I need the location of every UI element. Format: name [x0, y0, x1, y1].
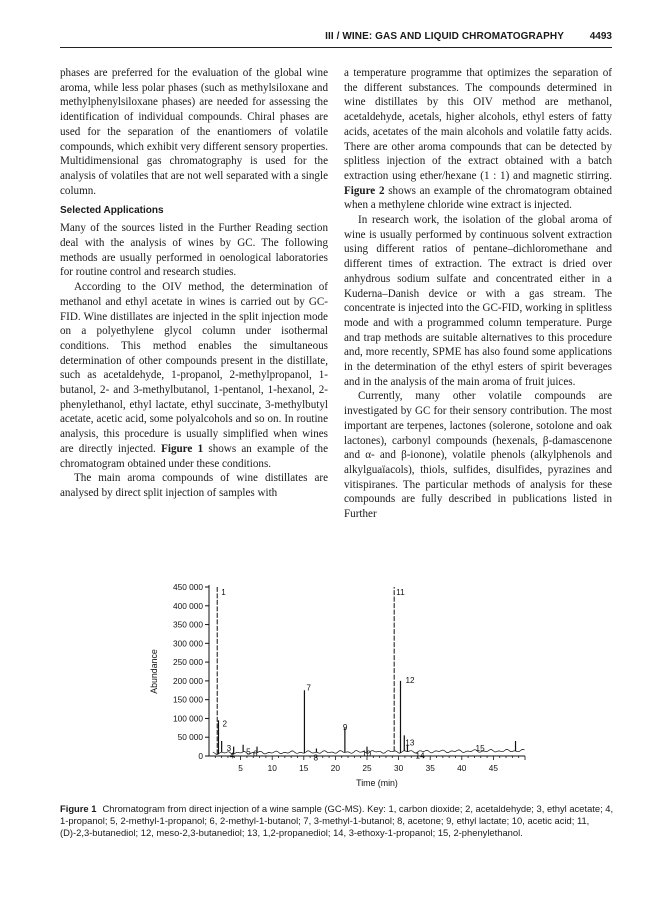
running-header	[60, 29, 612, 48]
peak-label-2: 2	[222, 719, 228, 729]
peak-label-1: 1	[221, 588, 226, 597]
x-tick-label: 30	[393, 763, 404, 773]
page-number: 4493	[589, 31, 612, 42]
left-paragraph-3	[60, 280, 328, 471]
left-paragraph-2: Many of the sources listed in the Further Reading section deal with the analysis of wines by GC. The following methods are usually performed in oenological laboratories for routine control and research studies.	[60, 222, 328, 279]
left-column	[60, 66, 328, 501]
right-paragraph-2: In research work, the isolation of the global aroma of wine is usually performed by continuous solvent extraction using different ratios of pentane–dichloromethane and different times of extraction. The extract is dried over anhydrous sodium sulfate and concentrated either in a Kuderna–Danish device or with a gas stream. The concentrate is injected into the GC-FID, working in splitless mode and with a programmed column temperature. Purge and trap methods are suitable alternatives to this procedure and, more recently, SPME has also found some applications in the determination of the ethyl esters of spirit beverages and in the analysis of the main aroma of fruit juices.	[344, 214, 612, 388]
y-tick-label: 50 000	[177, 732, 203, 743]
peak-label-14: 14	[415, 751, 425, 761]
x-tick-label: 40	[457, 763, 467, 773]
x-tick-label: 20	[330, 763, 341, 773]
y-tick-label: 450 000	[173, 582, 203, 592]
left-paragraph-3-text-b: shows an example of the chromatogram obtained under these conditions.	[60, 442, 328, 470]
y-tick-label: 400 000	[173, 600, 203, 611]
y-tick-label: 150 000	[173, 694, 203, 705]
figure-caption-text: Chromatogram from direct injection of a wine sample (GC-MS). Key: 1, carbon dioxide; 2, acetaldehyde; 3, ethyl acetate; 4, 1-propanol; 5, 2-methyl-1-propanol; 6, 2-methyl-1-butanol; 7, 3-methyl-1-butanol; 8, acetone; 9, ethyl lactate; 10, acetic acid; 11, (D)-2,3-butanediol; 12, meso-2,3-butanediol; 13, 1,2-propanediol; 14, 3-ethoxy-1-propanol; 15, 2-phenylethanol.	[60, 803, 614, 839]
x-tick-label: 25	[362, 763, 372, 773]
x-tick-label: 10	[267, 763, 277, 773]
y-tick-label: 250 000	[173, 657, 203, 668]
running-header-title: III / WINE: GAS AND LIQUID CHROMATOGRAPHY	[325, 31, 564, 42]
x-tick-label: 15	[299, 763, 309, 773]
figure-2-reference[interactable]: Figure 2	[344, 184, 385, 197]
figure-1-reference[interactable]: Figure 1	[161, 442, 204, 455]
chromatogram-figure	[140, 578, 540, 800]
y-tick-label: 100 000	[173, 713, 203, 724]
y-tick-label: 0	[198, 751, 203, 761]
peak-label-11: 11	[396, 588, 405, 597]
right-paragraph-1	[344, 66, 612, 213]
peak-label-4: 4	[229, 751, 235, 761]
x-axis-title: Time (min)	[356, 778, 398, 788]
right-paragraph-1-text-b: shows an example of the chromatogram obtained when a methylene chloride wine extract is injected.	[344, 184, 612, 212]
right-paragraph-3: Currently, many other volatile compounds are investigated by GC for their sensory contribution. The most important are terpenes, lactones (solerone, sotolone and oak lactones), carbonyl compounds (hexenals, β-damascenone and α- and β-ionone), volatile phenols (alkylphenols and alkylguaïacols), thiols, sulfides, disulfides, pyrazines and vitispiranes. The particular methods of analysis for these compounds are fully described in publications listed in Further	[344, 390, 612, 521]
left-paragraph-4: The main aroma compounds of wine distillates are analysed by direct split injection of samples with	[60, 472, 328, 499]
x-tick-label: 35	[425, 763, 435, 773]
peak-label-5: 5	[246, 747, 251, 757]
peak-label-10: 10	[362, 749, 372, 759]
peak-label-13: 13	[405, 738, 415, 748]
peak-label-12: 12	[405, 675, 415, 685]
figure-caption	[60, 803, 616, 840]
left-paragraph-3-text-a: According to the OIV method, the determination of methanol and ethyl acetate in wines is carried out by GC-FID. Wine distillates are injected in the split injection mode on a polyethylene glycol column under isothermal conditions. This method enables the simultaneous determination of other compounds present in the distillate, such as acetaldehyde, 1-propanol, 2-methylpropanol, 1-butanol, 2- and 3-methylbutanol, 1-pentanol, 1-hexanol, 2-phenylethanol, ethyl lactate, ethyl succinate, 3-methylbutyl acetate, acetic acid, some polyalcohols and so on. In routine analysis, this procedure is usually simplified when wines are directly injected.	[60, 281, 328, 455]
y-tick-label: 200 000	[173, 675, 203, 686]
figure-caption-label: Figure 1	[60, 803, 97, 814]
peak-label-6: 6	[253, 749, 258, 759]
peak-label-7: 7	[306, 683, 311, 693]
section-heading: Selected Applications	[60, 205, 164, 217]
peak-label-8: 8	[313, 753, 319, 763]
y-axis-title: Abundance	[149, 649, 159, 694]
right-column	[344, 66, 612, 522]
peak-label-9: 9	[342, 722, 348, 732]
chromatogram-chart	[140, 578, 540, 800]
left-paragraph-1: phases are preferred for the evaluation of the global wine aroma, while less polar phases (such as methylsiloxane and methylphenylsiloxane phases) are needed for assessing the identification of individual compounds. Chiral phases are used for the separation of the enantiomers of volatile compounds, which exhibit very different sensory properties. Multidimensional gas chromatography is used for the analysis of volatiles that are not well separated with a single column.	[60, 67, 328, 197]
peak-label-15: 15	[475, 743, 485, 753]
peak-label-3: 3	[226, 743, 232, 753]
x-tick-label: 45	[488, 763, 499, 773]
y-tick-label: 300 000	[173, 638, 203, 649]
right-paragraph-1-text-a: a temperature programme that optimizes the separation of the different substances. The compounds determined in wine distillates by this OIV method are methanol, acetaldehyde, acetals, higher alcohols, ethyl esters of fatty acids, acetates of the main alcohols and volatile fatty acids. There are other aroma compounds that can be detected by splitless injection of the extract obtained with a batch extraction using ether/hexane (1 : 1) and magnetic stirring.	[344, 67, 612, 182]
x-tick-label: 5	[238, 763, 243, 773]
y-tick-label: 350 000	[173, 619, 203, 630]
